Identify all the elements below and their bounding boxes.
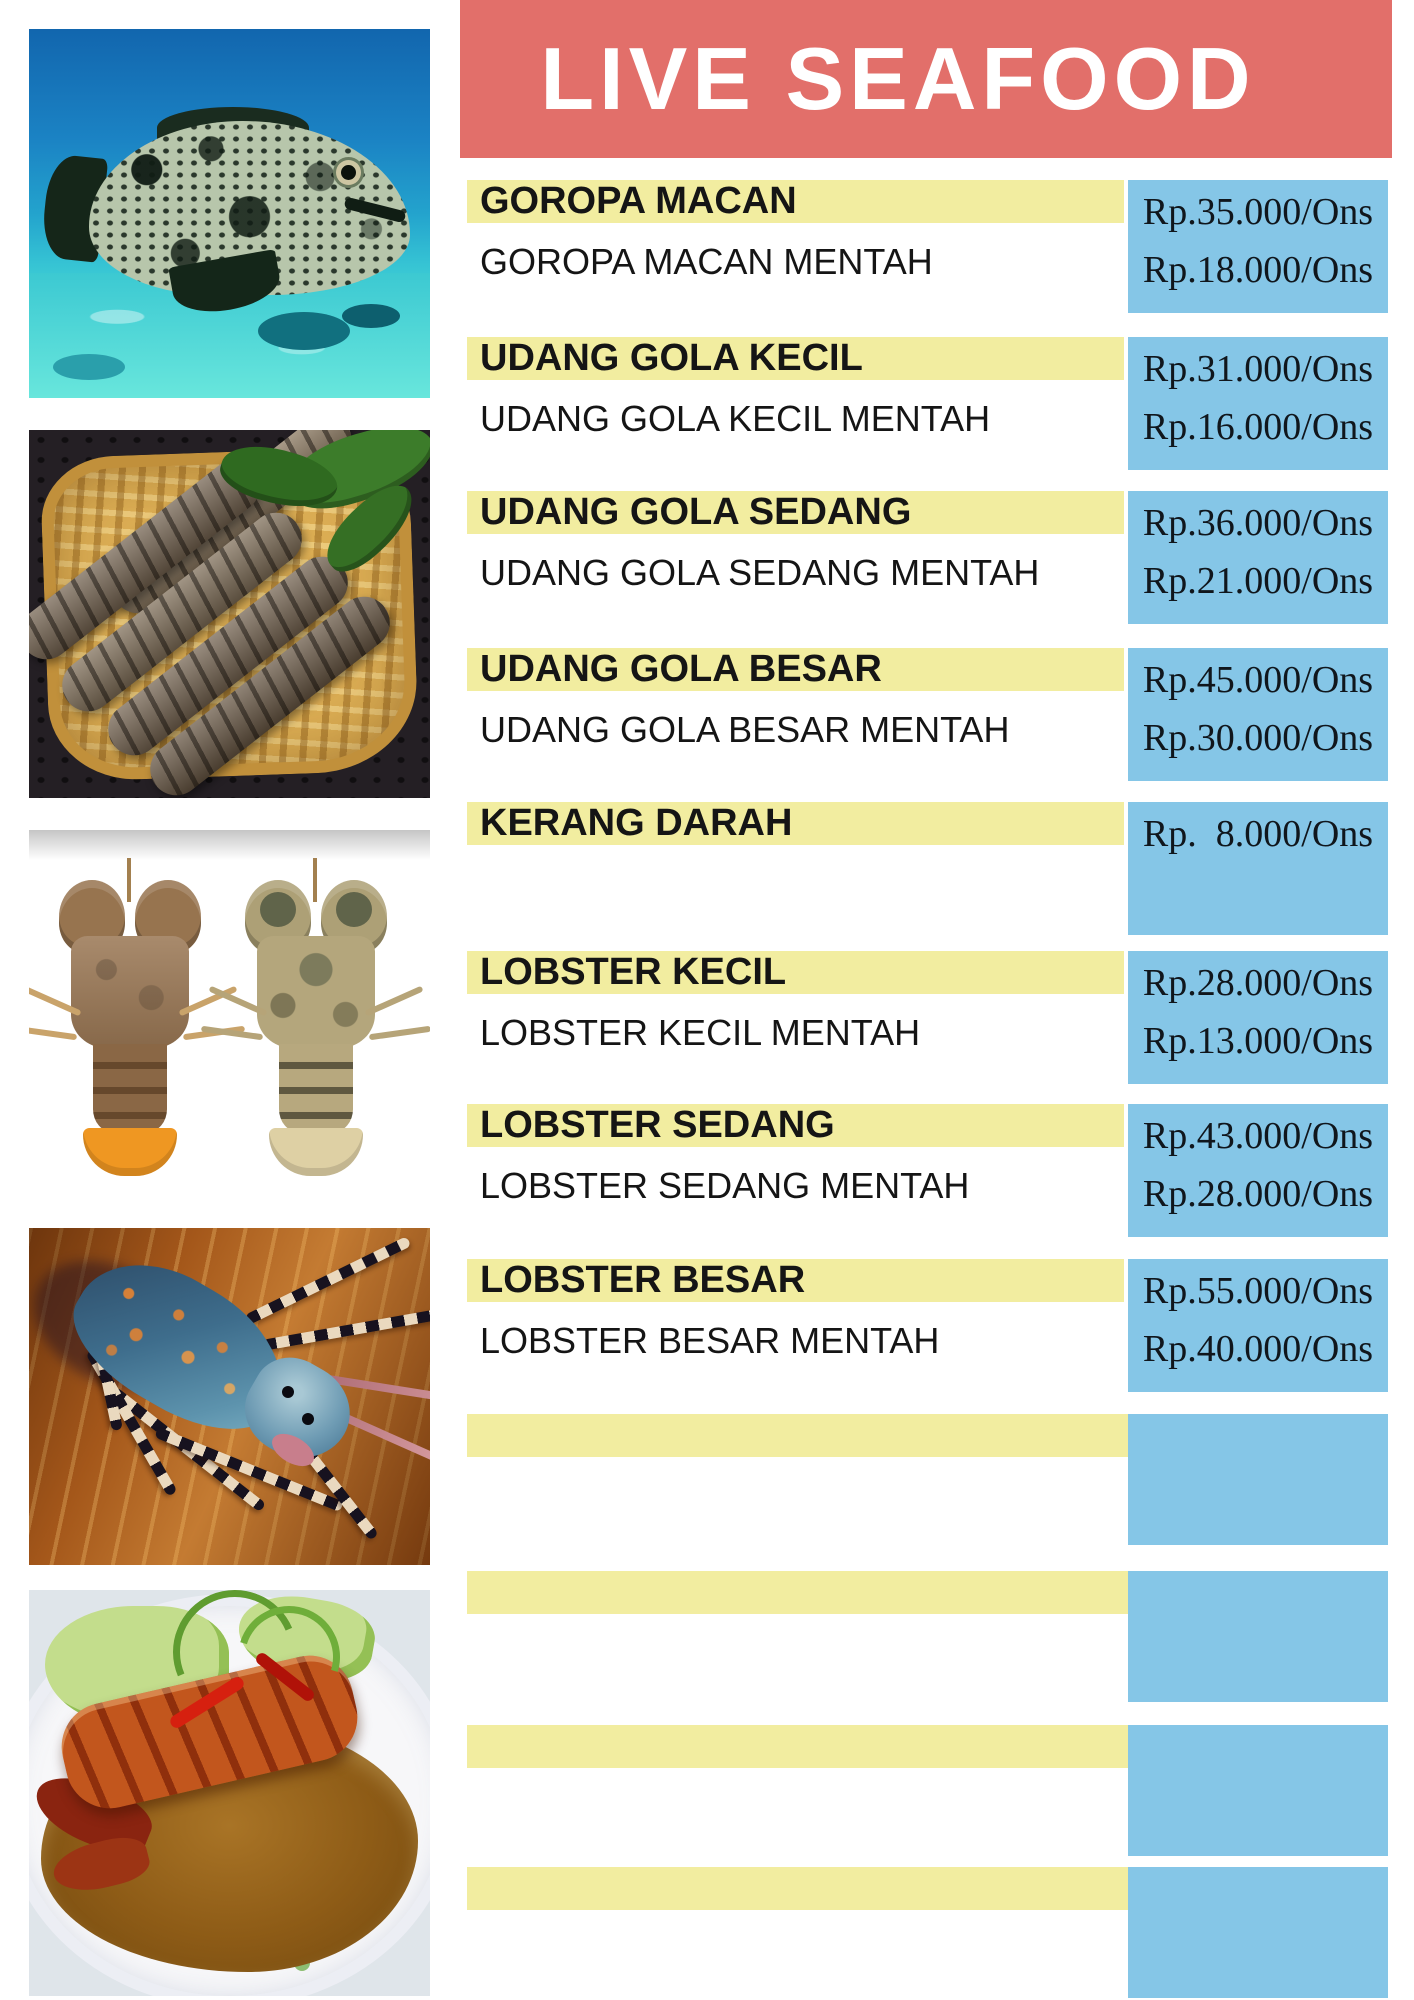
item-price: Rp.36.000/Ons (1142, 502, 1374, 544)
empty-name-bar (467, 1571, 1128, 1614)
item-price-box (1128, 951, 1388, 1084)
empty-price-box (1128, 1867, 1388, 1998)
item-name: GOROPA MACAN (480, 180, 797, 222)
item-price-box (1128, 1259, 1388, 1392)
item-name: KERANG DARAH (480, 802, 793, 844)
menu-group (467, 180, 1388, 320)
empty-menu-row (467, 1414, 1388, 1554)
empty-menu-row (467, 1725, 1388, 1865)
item-price: Rp.28.000/Ons (1142, 962, 1374, 1004)
item-name: UDANG GOLA KECIL (480, 337, 863, 379)
item-sub-price: Rp.28.000/Ons (1142, 1173, 1374, 1215)
item-sub-price: Rp.21.000/Ons (1142, 560, 1374, 602)
item-price-box (1128, 648, 1388, 781)
item-price-box (1128, 1104, 1388, 1237)
item-price: Rp. 8.000/Ons (1142, 813, 1374, 855)
empty-price-box (1128, 1571, 1388, 1702)
item-sub-price: Rp.40.000/Ons (1142, 1328, 1374, 1370)
item-sub-name: UDANG GOLA SEDANG MENTAH (480, 552, 1040, 593)
item-price-box (1128, 802, 1388, 935)
menu-group (467, 491, 1388, 631)
menu-group (467, 1104, 1388, 1244)
empty-name-bar (467, 1725, 1128, 1768)
item-name: LOBSTER SEDANG (480, 1104, 835, 1146)
item-sub-name: LOBSTER SEDANG MENTAH (480, 1165, 970, 1206)
menu-group (467, 648, 1388, 788)
empty-name-bar (467, 1414, 1128, 1457)
item-price: Rp.35.000/Ons (1142, 191, 1374, 233)
empty-price-box (1128, 1414, 1388, 1545)
item-name-bar (467, 648, 1124, 691)
item-sub-name: LOBSTER KECIL MENTAH (480, 1012, 921, 1053)
item-sub-price: Rp.13.000/Ons (1142, 1020, 1374, 1062)
item-price: Rp.43.000/Ons (1142, 1115, 1374, 1157)
page-title: LIVE SEAFOOD (540, 29, 1256, 128)
item-name-bar (467, 337, 1124, 380)
item-sub-name: LOBSTER BESAR MENTAH (480, 1320, 940, 1361)
item-sub-price: Rp.18.000/Ons (1142, 249, 1374, 291)
empty-price-box (1128, 1725, 1388, 1856)
empty-menu-row (467, 1867, 1388, 2000)
menu-group (467, 951, 1388, 1091)
item-name: LOBSTER BESAR (480, 1259, 806, 1301)
item-name-bar (467, 491, 1124, 534)
item-name: UDANG GOLA BESAR (480, 648, 882, 690)
item-price-box (1128, 491, 1388, 624)
empty-name-bar (467, 1867, 1128, 1910)
menu-group (467, 802, 1388, 942)
item-price: Rp.45.000/Ons (1142, 659, 1374, 701)
item-sub-name: UDANG GOLA KECIL MENTAH (480, 398, 991, 439)
item-name-bar (467, 1259, 1124, 1302)
item-name-bar (467, 802, 1124, 845)
menu-group (467, 1259, 1388, 1399)
item-name-bar (467, 1104, 1124, 1147)
item-name-bar (467, 951, 1124, 994)
item-name-bar (467, 180, 1124, 223)
menu-group (467, 337, 1388, 477)
item-name: LOBSTER KECIL (480, 951, 787, 993)
empty-menu-row (467, 1571, 1388, 1711)
item-price-box (1128, 337, 1388, 470)
item-price-box (1128, 180, 1388, 313)
item-price: Rp.31.000/Ons (1142, 348, 1374, 390)
item-sub-price: Rp.30.000/Ons (1142, 717, 1374, 759)
item-price: Rp.55.000/Ons (1142, 1270, 1374, 1312)
item-name: UDANG GOLA SEDANG (480, 491, 912, 533)
item-sub-name: GOROPA MACAN MENTAH (480, 241, 933, 282)
item-sub-name: UDANG GOLA BESAR MENTAH (480, 709, 1010, 750)
item-sub-price: Rp.16.000/Ons (1142, 406, 1374, 448)
